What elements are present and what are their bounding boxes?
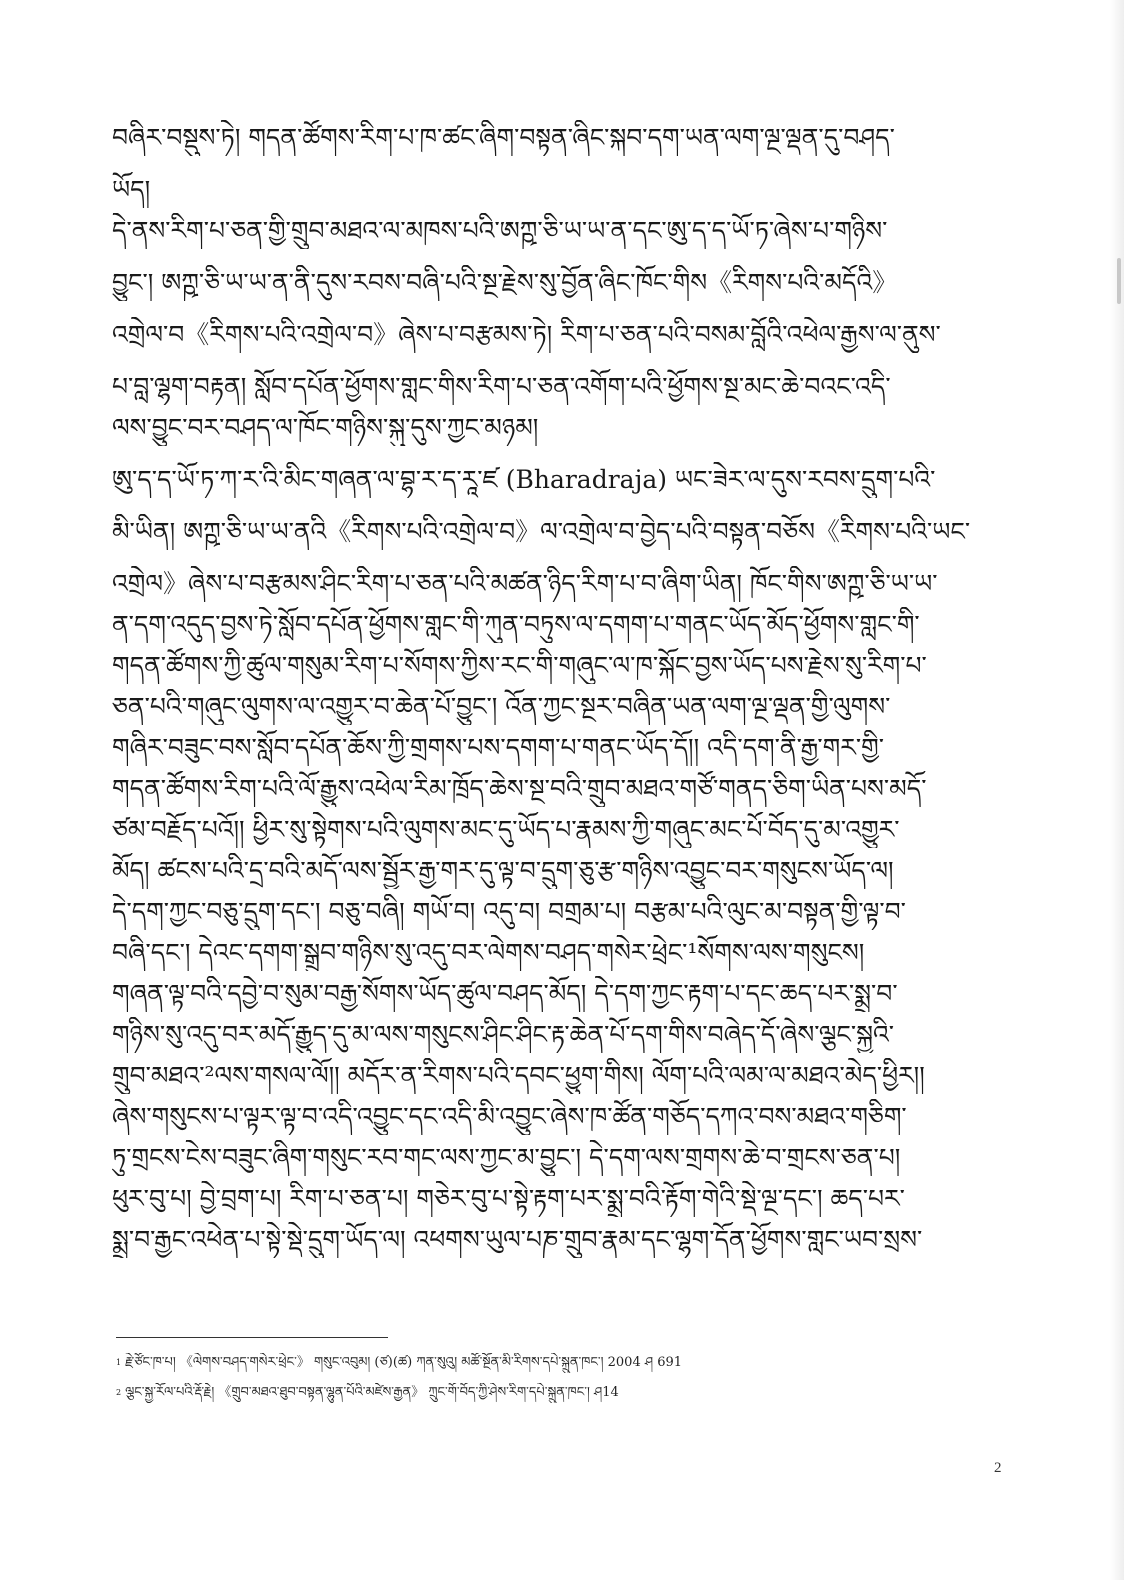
text-line: མི་ཡིན། ཨཀྵ་ཅི་ཡ་ཡ་ནའི《རིགས་པའི་འགྲེལ་བ》ལ་འགྲེལ་བ་བྱེད་པའི་བསྟན་བཅོས《རིགས་པའི་ཡང་ <box>112 517 971 546</box>
text-line: བཞིར་བསྡུས་ཏེ། གདན་ཚོགས་རིག་པ་ཁ་ཚང་ཞིག་བསྟན་ཞིང་སྐབ་དག་ཡན་ལག་ལྔ་ལྡན་དུ་བཤད་ <box>112 123 895 152</box>
text-line: ཕུར་བུ་པ། བྱེ་བྲག་པ། རིག་པ་ཅན་པ། གཅེར་བུ་པ་སྟེ་རྟག་པར་སྨྲ་བའི་རྟོག་གེའི་སྡེ་ལྔ་དང་། ཆད་པར་ <box>112 1184 905 1213</box>
text-line: གྲུབ་མཐའ་²ལས་གསལ་ལོ།། མདོར་ན་རིགས་པའི་དབང་ཕྱུག་གིས། ལོག་པའི་ལམ་ལ་མཐའ་མེད་ཕྱིར།། <box>112 1061 925 1090</box>
footnote-1 <box>116 1353 876 1373</box>
footnote-divider <box>116 1337 388 1338</box>
text-line: འགྲེལ་བ《རིགས་པའི་འགྲེལ་བ》ཞེས་པ་བརྩམས་ཏེ། རིག་པ་ཅན་པའི་བསམ་བློའི་འཕེལ་རྒྱས་ལ་ནུས་ <box>112 320 941 349</box>
text-line: བཞི་དང་། དེའང་དགག་སྒྲུབ་གཉིས་སུ་འདུ་བར་ལེགས་བཤད་གསེར་ཕྲེང་¹སོགས་ལས་གསུངས། <box>112 938 865 967</box>
text-line: དེ་ནས་རིག་པ་ཅན་གྱི་གྲུབ་མཐའ་ལ་མཁས་པའི་ཨཀྵ་ཅི་ཡ་ཡ་ན་དང་ཨུ་ད་ད་ཡོ་ཏ་ཞེས་པ་གཉིས་ <box>112 216 888 245</box>
text-line: ཙམ་བརྗོད་པའོ།། ཕྱིར་སུ་སྟེགས་པའི་ལུགས་མང་དུ་ཡོད་པ་རྣམས་ཀྱི་གཞུང་མང་པོ་བོད་དུ་མ་འགྱུར་ <box>112 815 900 844</box>
text-line: པ་བླ་ལྷག་བརྟན། སློབ་དཔོན་ཕྱོགས་གླང་གིས་རིག་པ་ཅན་འགོག་པའི་ཕྱོགས་སྔ་མང་ཆེ་བའང་འདི་ <box>112 372 891 401</box>
page-number: 2 <box>994 1460 1002 1476</box>
text-line: ཅན་པའི་གཞུང་ལུགས་ལ་འགྱུར་བ་ཆེན་པོ་བྱུང་། འོན་ཀྱང་སྔར་བཞིན་ཡན་ལག་ལྔ་ལྡན་གྱི་ལུགས་ <box>112 692 891 721</box>
text-line: ཞེས་གསུངས་པ་ལྟར་ལྟ་བ་འདི་འབྱུང་དང་འདི་མི་འབྱུང་ཞེས་ཁ་ཚོན་གཅོད་དཀའ་བས་མཐའ་གཅིག་ <box>112 1102 907 1131</box>
text-line: ཡོད། <box>112 175 151 204</box>
text-line: ན་དག་འདུད་བྱས་ཏེ་སློབ་དཔོན་ཕྱོགས་གླང་གི་ཀུན་བཏུས་ལ་དགག་པ་གནང་ཡོད་མོད་ཕྱོགས་གླང་གི་ <box>112 610 920 639</box>
footnote-2 <box>116 1383 876 1403</box>
footnote-text: ལྕང་སྐྱ་རོལ་པའི་རྡོ་རྗེ། 《གྲུབ་མཐའ་ཐུབ་བསྟན་ལྷུན་པོའི་མཛེས་རྒྱན》 ཀྲུང་གོ་བོད་ཀྱི་ཤེས་རིག་དཔེ་སྐྲུན་ཁང་། ཤ14 <box>125 1385 619 1400</box>
text-line: གཞན་ལྟ་བའི་དབྱེ་བ་སུམ་བརྒྱ་སོགས་ཡོད་ཚུལ་བཤད་མོད། དེ་དག་ཀྱང་རྟག་པ་དང་ཆད་པར་སྨྲ་བ་ <box>112 979 898 1008</box>
text-line: གདན་ཚོགས་རིག་པའི་ལོ་རྒྱུས་འཕེལ་རིམ་ཁྲོད་ཆེས་སྔ་བའི་གྲུབ་མཐའ་གཙོ་གནད་ཅིག་ཡིན་པས་མདོ་ <box>112 774 927 803</box>
text-line: ཏུ་གྲངས་ངེས་བཟུང་ཞིག་གསུང་རབ་གང་ལས་ཀྱང་མ་བྱུང་། དེ་དག་ལས་གྲགས་ཆེ་བ་གྲངས་ཅན་པ། <box>112 1143 901 1172</box>
footnote-mark: 2 <box>116 1388 122 1397</box>
text-line: སྨྲ་བ་རྒྱང་འཕེན་པ་སྟེ་སྡེ་དྲུག་ཡོད་ལ། འཕགས་ཡུལ་པཎ་གྲུབ་རྣམ་དང་ལྷག་དོན་ཕྱོགས་གླང་ཡབ་སྲས་ <box>112 1225 923 1254</box>
text-line: གཞིར་བཟུང་བས་སློབ་དཔོན་ཆོས་ཀྱི་གྲགས་པས་དགག་པ་གནང་ཡོད་དོ།། འདི་དག་ནི་རྒྱ་གར་གྱི་ <box>112 733 884 762</box>
text-line: དེ་དག་ཀྱང་བཅུ་དྲུག་དང་། བཅུ་བཞི། གཡོ་བ། འདུ་བ། བགྲམ་པ། བརྩམ་པའི་ལུང་མ་བསྟན་གྱི་ལྟ་བ་ <box>112 897 906 926</box>
body-text <box>112 120 992 1258</box>
text-line: ཨུ་ད་ད་ཡོ་ཏ་ཀ་ར་འི་མིང་གཞན་ལ་བྷ་ར་ད་རཱ་ཛ (Bharadraja) ཡང་ཟེར་ལ་དུས་རབས་དྲུག་པའི་ <box>112 465 936 494</box>
text-line: འགྲེལ》ཞེས་པ་བརྩམས་ཤིང་རིག་པ་ཅན་པའི་མཚན་ཉིད་རིག་པ་བ་ཞིག་ཡིན། ཁོང་གིས་ཨཀྵ་ཅི་ཡ་ཡ་ <box>112 569 938 598</box>
text-line: བྱུང་། ཨཀྵ་ཅི་ཡ་ཡ་ན་ནི་དུས་རབས་བཞི་པའི་སྔ་རྗེས་སུ་བྱོན་ཞིང་ཁོང་གིས《རིགས་པའི་མདོའི》 <box>112 268 898 297</box>
footnote-mark: 1 <box>116 1358 122 1367</box>
text-line: ལས་བྱུང་བར་བཤད་ལ་ཁོང་གཉིས་སྐུ་དུས་ཀྱང་མཉམ། <box>112 413 539 442</box>
text-line: གདན་ཚོགས་ཀྱི་ཚུལ་གསུམ་རིག་པ་སོགས་ཀྱིས་རང་གི་གཞུང་ལ་ཁ་སྐོང་བྱས་ཡོད་པས་རྗེས་སུ་རིག་པ་ <box>112 651 927 680</box>
text-line: གཉིས་སུ་འདུ་བར་མདོ་རྒྱུད་དུ་མ་ལས་གསུངས་ཤིང་ཤིང་རྟ་ཆེན་པོ་དག་གིས་བཞེད་དོ་ཞེས་ལྕང་སྐྱའི་ <box>112 1020 894 1049</box>
scrollbar-thumb[interactable] <box>1117 258 1121 304</box>
text-line: མོད། ཚངས་པའི་དྲ་བའི་མདོ་ལས་སྦྱོར་རྒྱ་གར་དུ་ལྟ་བ་དྲུག་ཅུ་རྩ་གཉིས་འབྱུང་བར་གསུངས་ཡོད་ལ། <box>112 856 894 885</box>
page-edge <box>1110 0 1124 1580</box>
footnote-text: རྗེ་ཙོང་ཁ་པ། 《ལེགས་བཤད་གསེར་ཕྲེང་》 གསུང་འབུམ། (ཙ)(ཚ) ཀན་སུའུ། མཚོ་སྔོན་མི་རིགས་དཔེ་སྐྲུན་ཁང་། 2004 ཤ 691 <box>125 1355 683 1370</box>
